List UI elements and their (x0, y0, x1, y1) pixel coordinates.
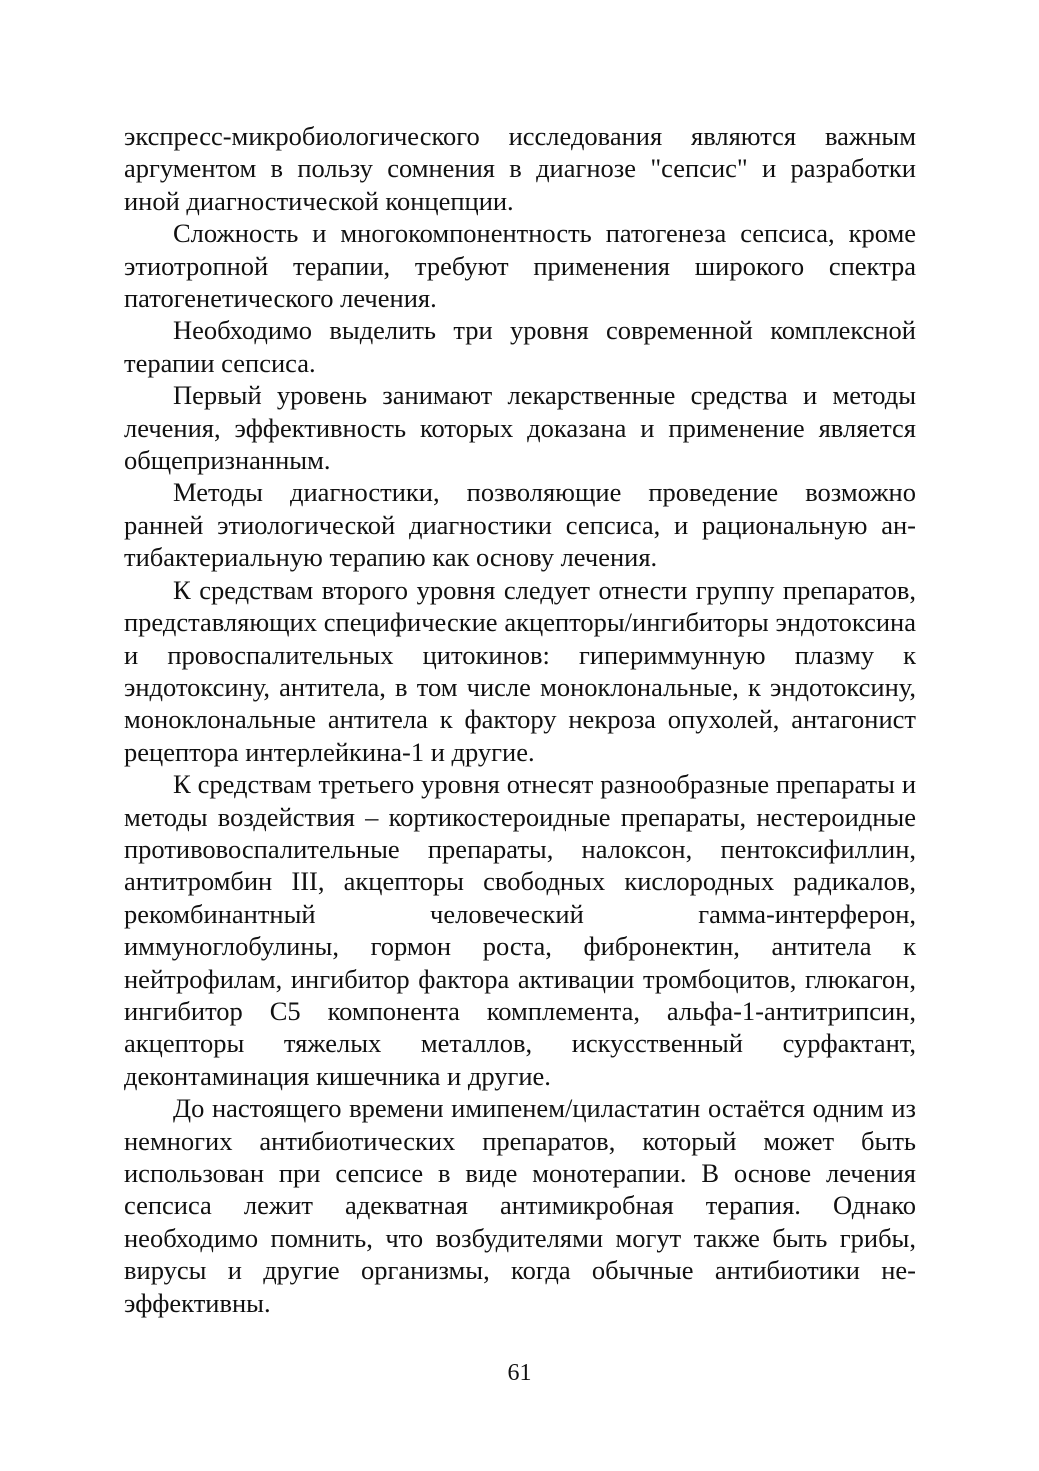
paragraph: Необходимо выделить три уровня современной комплексной терапии сепсиса. (124, 315, 916, 378)
page-number: 61 (507, 1360, 532, 1386)
paragraph: К средствам третьего уровня отнесят разнообразные препараты и методы воздействия – кортикостероидные препараты, нестероидные противовоспалительные препараты, налоксон, пентоксифиллин, антитромбин III, акцепторы свободных кислородных радикалов, рекомбинантный человеческий гамма-интерферон, иммуноглобулины, гормон роста, фибронектин, антитела к нейтрофилам, ингибитор фактора активации тромбоцитов, глюкагон, ингибитор С5 компонента комплемента, альфа-1-антитрипсин, акцепторы тяжелых металлов, искусственный сурфактант, деконтаминация кишечника и другие. (124, 769, 916, 1091)
paragraph-continuation: экспресс-микробиологического исследования являются важным аргументом в пользу сомнения в диагнозе "сепсис" и разработки иной диагностической концепции. (124, 121, 916, 216)
paragraph: Первый уровень занимают лекарственные средства и методы лечения, эффективность которых доказана и применение является общепризнанным. (124, 380, 916, 476)
paragraph: Сложность и многокомпонентность патогенеза сепсиса, кроме этиотропной терапии, требуют применения широкого спектра патогенетического лечения. (124, 218, 916, 314)
paragraph: К средствам второго уровня следует отнести группу препаратов, представляющих специфические акцепторы/ингибиторы эндотоксина и провоспалительных цитокинов: гипериммунную плазму к эндотоксину, антитела, в том числе моноклональные, к эндотоксину, моноклональные антитела к фактору некроза опухолей, антагонист рецептора интерлейкина-1 и другие. (124, 574, 916, 767)
body-text (124, 120, 916, 1319)
paragraph: Методы диагностики, позволяющие проведение возможно ранней этиологической диагностики сепсиса, и рациональную антибактериальную терапию как основу лечения. (124, 477, 916, 573)
paragraph: До настоящего времени имипенем/циластатин остаётся одним из немногих антибиотических препаратов, который может быть использован при сепсисе в виде монотерапии. В основе лечения сепсиса лежит адекватная антимикробная терапия. Однако необходимо помнить, что возбудителями могут также быть грибы, вирусы и другие организмы, когда обычные антибиотики неэффективны. (124, 1093, 916, 1318)
